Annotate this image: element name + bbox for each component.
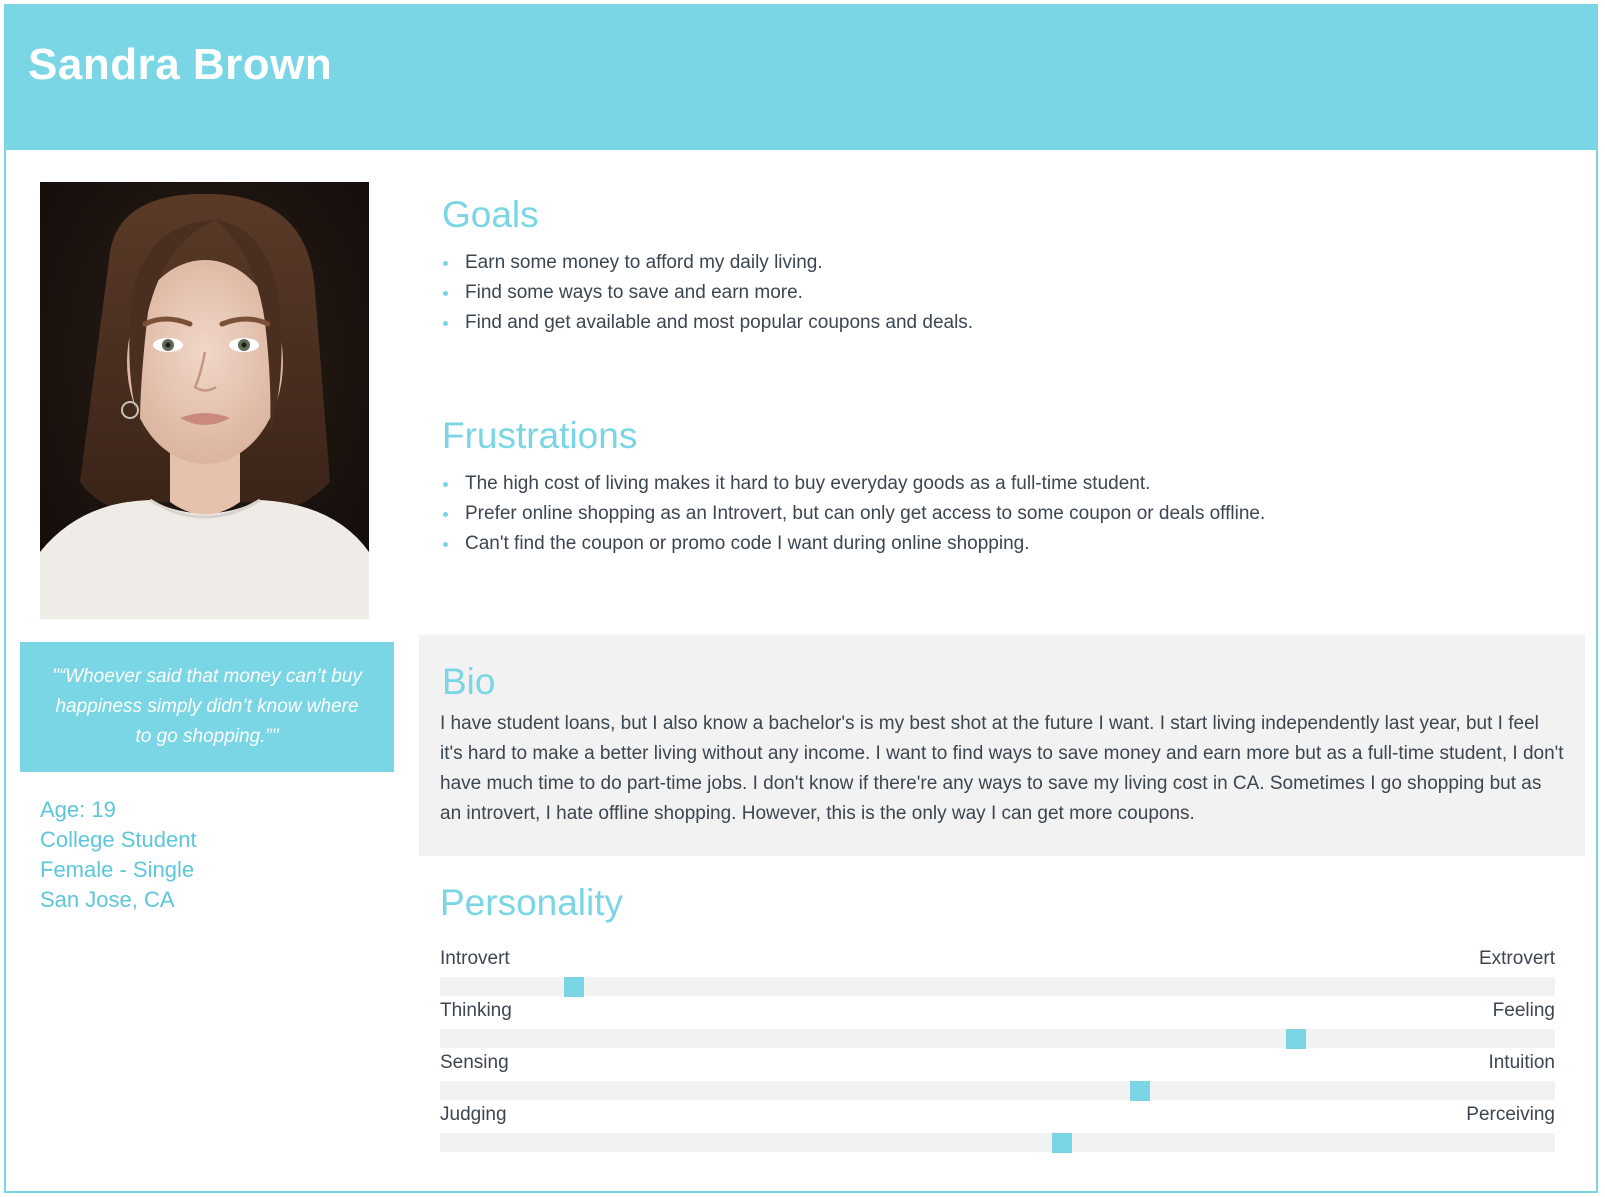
personality-section (440, 882, 1555, 1154)
persona-card (4, 4, 1598, 1193)
location: San Jose, CA (40, 887, 175, 912)
persona-quote: "“Whoever said that money can’t buy happiness simply didn’t know where to go shopping.”" (52, 666, 362, 747)
bullet-icon (443, 321, 448, 326)
personality-title: Personality (440, 882, 624, 923)
trait-slider-marker (1286, 1029, 1306, 1049)
trait-left-label: Thinking (440, 1000, 512, 1021)
list-item: Prefer online shopping as an Introvert, but can only get access to some coupon or deals offline. (442, 499, 1542, 529)
persona-photo (40, 182, 369, 619)
demographics (40, 795, 380, 915)
trait-slider-marker (1052, 1133, 1072, 1153)
age-value: 19 (91, 797, 116, 822)
list-item: The high cost of living makes it hard to buy everyday goods as a full-time student. (442, 469, 1542, 499)
list-item: Earn some money to afford my daily living. (442, 248, 1542, 278)
trait-row (440, 1102, 1555, 1154)
frustrations-title: Frustrations (442, 415, 638, 456)
portrait-image (40, 182, 369, 619)
list-item: Find some ways to save and earn more. (442, 278, 1542, 308)
trait-slider-marker (564, 977, 584, 997)
trait-slider-marker (1130, 1081, 1150, 1101)
header-banner (6, 6, 1596, 150)
trait-right-label: Extrovert (1478, 948, 1555, 969)
trait-row (440, 998, 1555, 1050)
trait-row (440, 1050, 1555, 1102)
gender-status: Female - Single (40, 857, 195, 882)
bio-text: I have student loans, but I also know a bachelor's is my best shot at the future I want. I start living independently last year, but I feel it's hard to make a better living without any income. I want to find ways to save money and earn more but as a full-time student, I don't have much time to do part-time jobs. I don't know if there're any ways to save my living cost in CA. Sometimes I go shopping but as an introvert, I hate offline shopping. However, this is the only way I can get more coupons. (440, 713, 1564, 824)
persona-name: Sandra Brown (28, 40, 333, 89)
bullet-icon (443, 261, 448, 266)
trait-row (440, 946, 1555, 998)
trait-left-label: Introvert (440, 948, 510, 969)
trait-slider-track (440, 1081, 1555, 1100)
trait-left-label: Sensing (440, 1052, 509, 1073)
trait-right-label: Intuition (1488, 1052, 1555, 1073)
frustrations-list (442, 469, 1542, 559)
occupation: College Student (40, 827, 197, 852)
bio-section (419, 635, 1585, 856)
list-item: Can't find the coupon or promo code I want during online shopping. (442, 529, 1542, 559)
bio-title: Bio (442, 661, 496, 702)
quote-box (20, 642, 394, 772)
bullet-icon (443, 542, 448, 547)
bullet-icon (443, 482, 448, 487)
trait-slider-track (440, 1029, 1555, 1048)
frustrations-section (442, 415, 1542, 559)
trait-slider-track (440, 977, 1555, 996)
goals-title: Goals (442, 194, 539, 235)
trait-right-label: Feeling (1492, 1000, 1555, 1021)
bullet-icon (443, 291, 448, 296)
bullet-icon (443, 512, 448, 517)
goals-list (442, 248, 1542, 338)
trait-left-label: Judging (440, 1104, 507, 1125)
trait-slider-track (440, 1133, 1555, 1152)
goals-section (442, 194, 1542, 338)
trait-right-label: Perceiving (1466, 1104, 1555, 1125)
list-item: Find and get available and most popular coupons and deals. (442, 308, 1542, 338)
age-line (40, 795, 380, 825)
age-label: Age: (40, 797, 86, 822)
